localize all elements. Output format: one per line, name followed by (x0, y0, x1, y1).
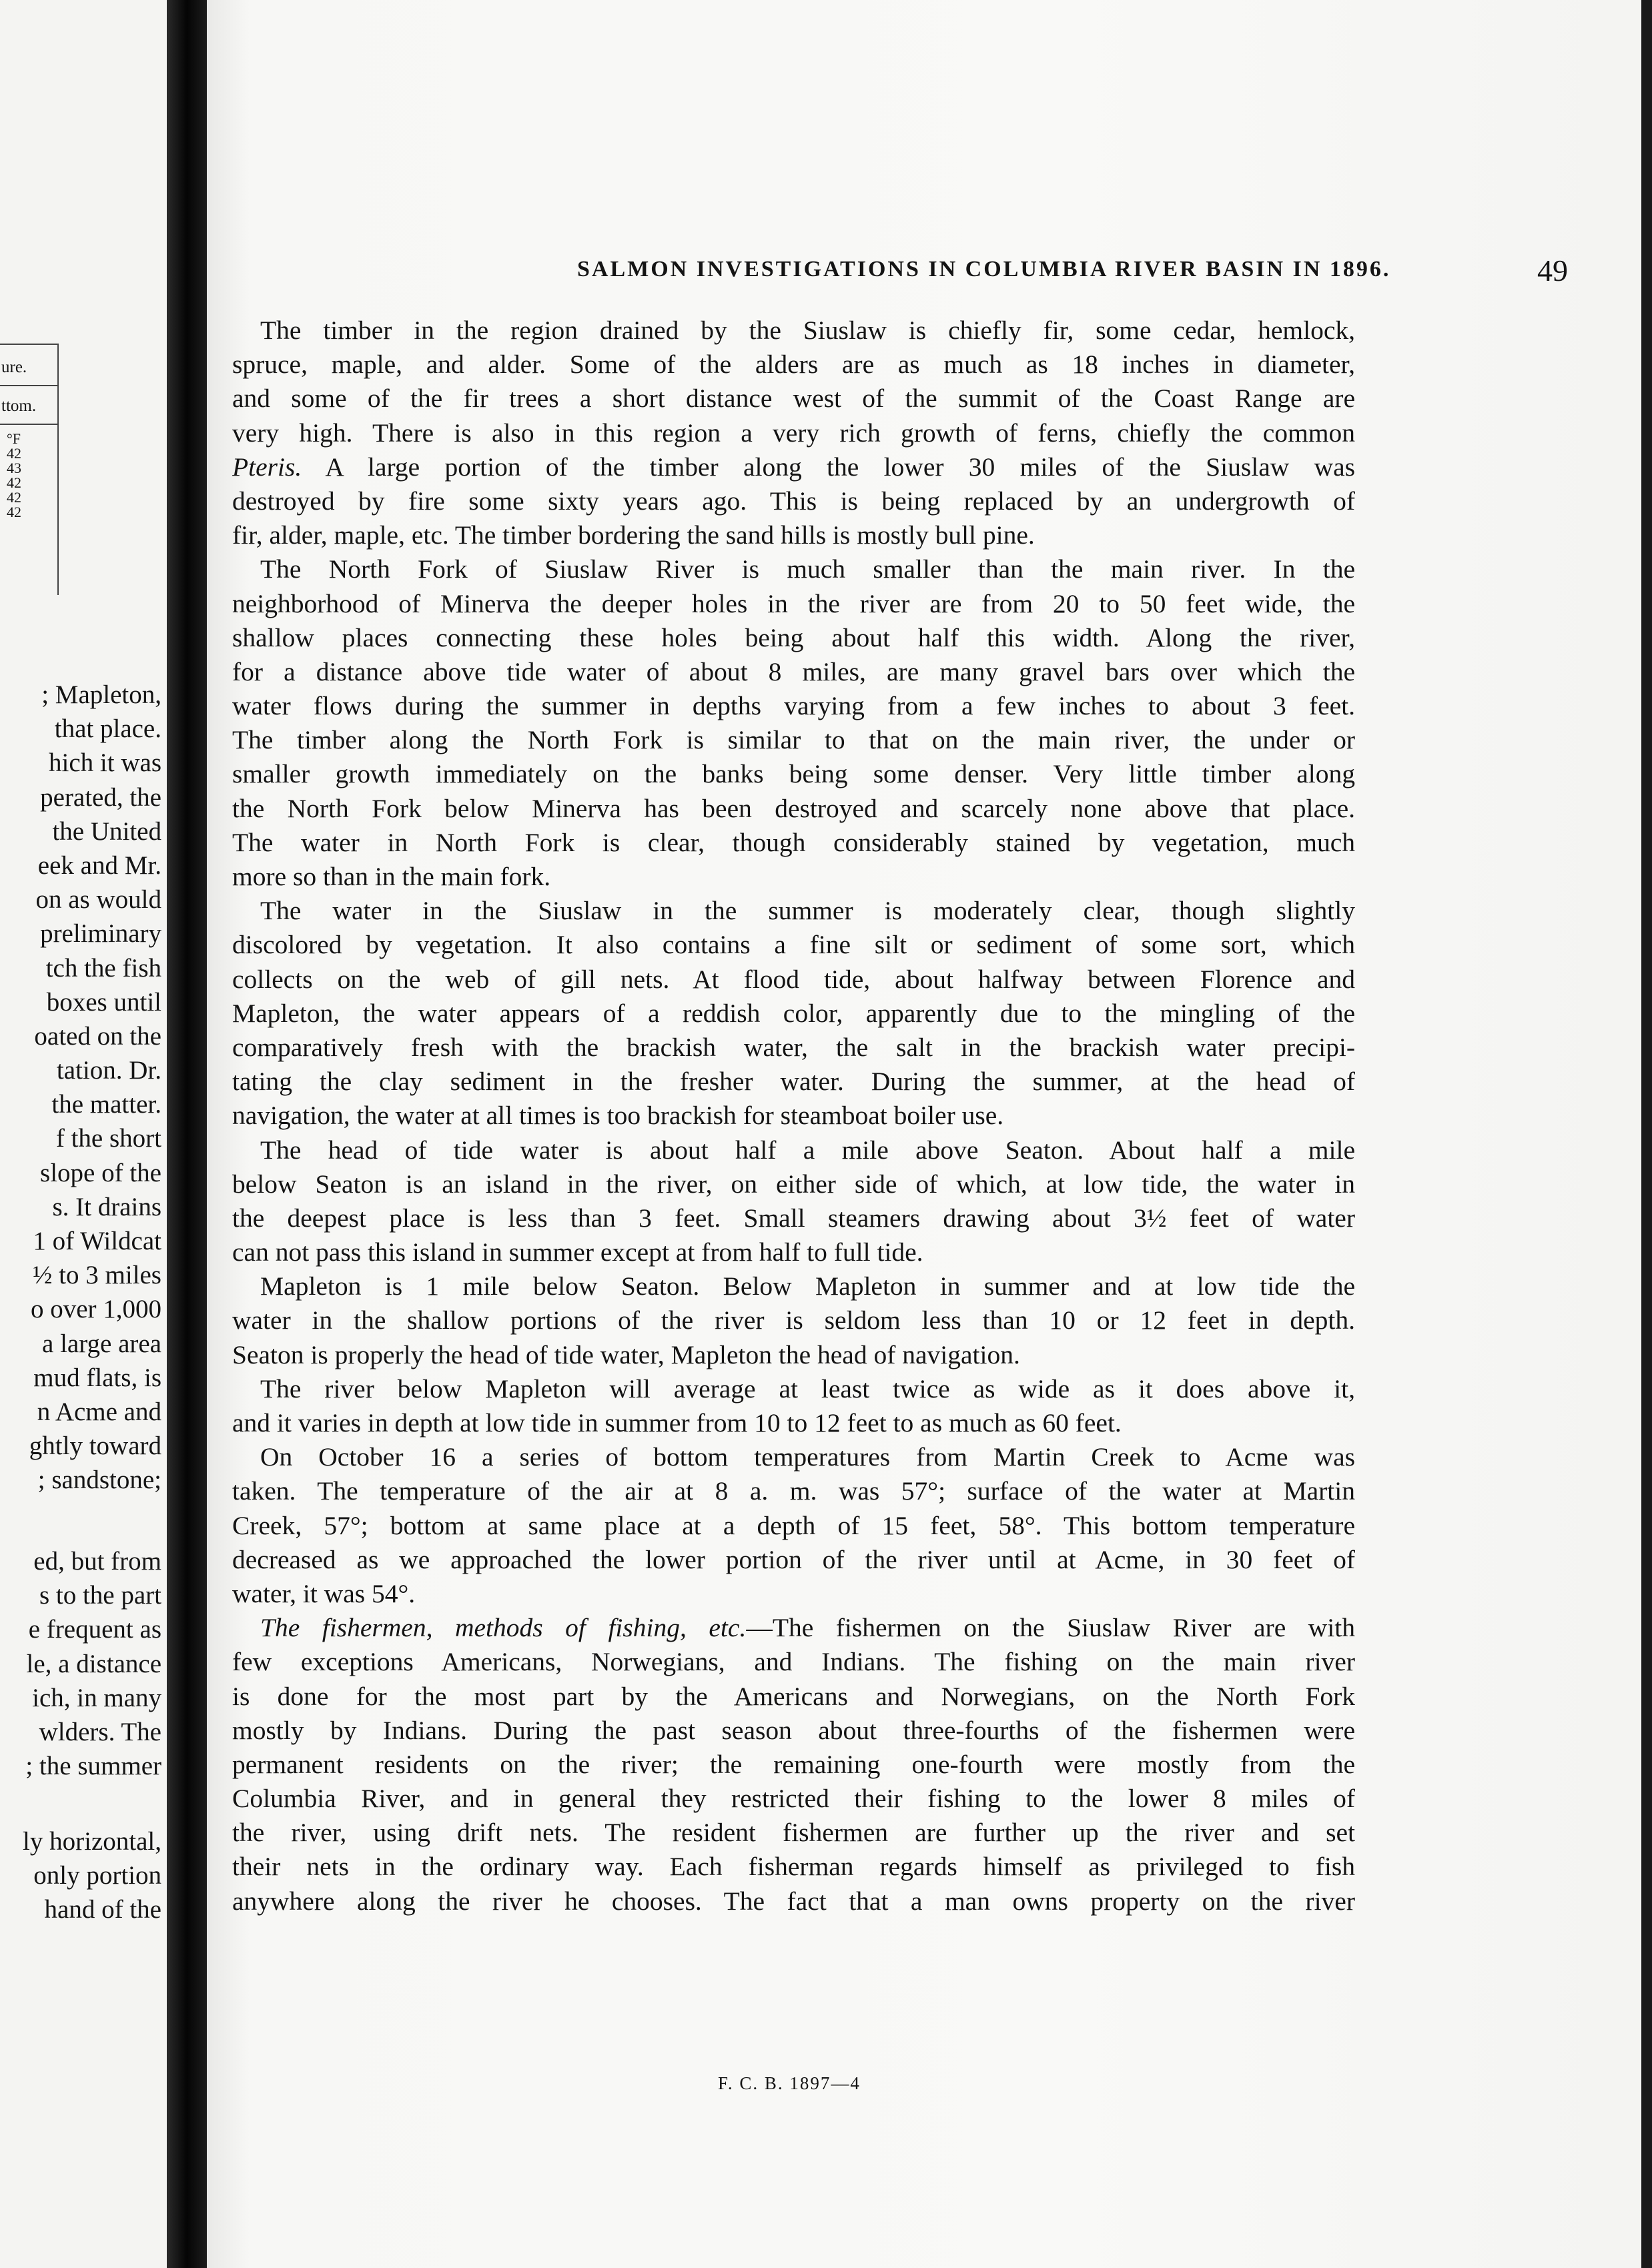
table-cell: °F (7, 430, 21, 447)
text-line: very high. There is also in this region a very rich growth of ferns, chiefly the common (232, 418, 1355, 448)
text-line: The water in the Siuslaw in the summer is moderately clear, though slightly (260, 896, 1355, 926)
facing-page-line: s. It drains (52, 1192, 161, 1221)
facing-page-line: wlders. The (39, 1717, 161, 1746)
text-line: and some of the fir trees a short distance west of the summit of the Coast Range are (232, 384, 1355, 414)
facing-page-text-block (1, 1544, 161, 1783)
facing-page-line: ; the summer (25, 1752, 161, 1781)
page-number: 49 (1537, 253, 1568, 288)
text-line: can not pass this island in summer except at from half to full tide. (232, 1237, 923, 1267)
text-line: the deepest place is less than 3 feet. Small steamers drawing about 3½ feet of water (232, 1203, 1355, 1233)
text-line: water in the shallow portions of the river is seldom less than 10 or 12 feet in depth. (232, 1305, 1355, 1335)
facing-page-line: slope of the (40, 1158, 161, 1187)
facing-page-line: on as would (35, 885, 161, 915)
facing-page-line: ed, but from (33, 1547, 161, 1576)
body-text (232, 314, 1355, 1918)
text-line: fir, alder, maple, etc. The timber bordering the sand hills is mostly bull pine. (232, 520, 1035, 550)
facing-page-line: ghtly toward (29, 1432, 161, 1461)
text-line: the North Fork below Minerva has been destroyed and scarcely none above that place. (232, 793, 1355, 823)
text-line: taken. The temperature of the air at 8 a. m. was 57°; surface of the water at Martin (232, 1476, 1355, 1506)
facing-page-line: ich, in many (32, 1683, 161, 1712)
facing-page-line: hand of the (44, 1895, 161, 1924)
facing-page-line: perated, the (40, 782, 161, 812)
table-header: ttom. (1, 397, 37, 415)
text-line: The water in North Fork is clear, though considerably stained by vegetation, much (232, 827, 1355, 857)
facing-page-line: the matter. (51, 1090, 161, 1119)
running-head (367, 253, 1568, 304)
table-rule (0, 424, 57, 425)
text-line: The head of tide water is about half a mile above Seaton. About half a mile (260, 1135, 1355, 1165)
facing-page-line: ly horizontal, (23, 1827, 161, 1856)
running-title: SALMON INVESTIGATIONS IN COLUMBIA RIVER BASIN IN 1896. (577, 257, 1391, 281)
facing-page-line: mud flats, is (33, 1363, 161, 1392)
text-line: Columbia River, and in general they restricted their fishing to the lower 8 miles of (232, 1784, 1355, 1814)
text-line: navigation, the water at all times is too brackish for steamboat boiler use. (232, 1101, 1004, 1131)
facing-page (0, 0, 167, 2268)
text-line: and it varies in depth at low tide in summer from 10 to 12 feet to as much as 60 feet. (232, 1408, 1122, 1438)
text-line: smaller growth immediately on the banks being some denser. Very little timber along (232, 759, 1355, 789)
facing-page-line: ½ to 3 miles (33, 1261, 161, 1290)
facing-page-line: ; Mapleton, (41, 680, 161, 709)
text-line: anywhere along the river he chooses. The fact that a man owns property on the river (232, 1886, 1355, 1916)
text-line: destroyed by fire some sixty years ago. This is being replaced by an undergrowth of (232, 486, 1355, 516)
signature-mark: F. C. B. 1897—4 (718, 2073, 861, 2093)
text-line: The timber in the region drained by the Siuslaw is chiefly fir, some cedar, hemlock, (260, 316, 1355, 345)
text-line: The river below Mapleton will average at least twice as wide as it does above it, (260, 1373, 1355, 1403)
table-cell: 42 (7, 489, 21, 506)
text-line: The North Fork of Siuslaw River is much smaller than the main river. In the (260, 554, 1355, 584)
table-cell: 43 (7, 460, 21, 476)
facing-page-line: tch the fish (45, 953, 161, 983)
facing-page-table (0, 344, 59, 595)
text-line: Creek, 57°; bottom at same place at a depth of 15 feet, 58°. This bottom temperature (232, 1510, 1355, 1540)
facing-page-line: hich it was (49, 748, 161, 778)
text-line: collects on the web of gill nets. At flood tide, about halfway between Florence and (232, 964, 1355, 994)
text-line: The fishermen, methods of fishing, etc.—The fishermen on the Siuslaw River are with (260, 1613, 1355, 1643)
facing-page-line: f the short (55, 1124, 161, 1153)
text-line: comparatively fresh with the brackish water, the salt in the brackish water precipi- (232, 1032, 1355, 1062)
table-rule (0, 385, 57, 386)
facing-page-line: o over 1,000 (30, 1295, 161, 1324)
facing-page-line: n Acme and (37, 1397, 161, 1426)
text-line: Seaton is properly the head of tide water, Mapleton the head of navigation. (232, 1339, 1020, 1369)
text-line: more so than in the main fork. (232, 862, 551, 891)
text-line: tating the clay sediment in the fresher water. During the summer, at the head of (232, 1067, 1355, 1097)
table-cell: 42 (7, 474, 21, 491)
table-header: ure. (1, 358, 27, 376)
text-line: is done for the most part by the Americans and Norwegians, on the North Fork (232, 1681, 1355, 1711)
facing-page-line: le, a distance (26, 1649, 161, 1678)
text-line: their nets in the ordinary way. Each fisherman regards himself as privileged to fish (232, 1852, 1355, 1882)
text-line: decreased as we approached the lower portion of the river until at Acme, in 30 feet of (232, 1544, 1355, 1574)
facing-page-line: tation. Dr. (56, 1056, 161, 1085)
facing-page-line: s to the part (39, 1581, 161, 1610)
text-line: The timber along the North Fork is similar to that on the main river, the under or (232, 725, 1355, 755)
text-line: Pteris. A large portion of the timber along the lower 30 miles of the Siuslaw was (232, 452, 1355, 482)
facing-page-line: 1 of Wildcat (33, 1227, 161, 1255)
text-line: Mapleton, the water appears of a reddish color, apparently due to the mingling of the (232, 998, 1355, 1028)
facing-page-line: eek and Mr. (37, 851, 161, 880)
facing-page-line: boxes until (46, 987, 161, 1017)
facing-page-line: e frequent as (28, 1615, 161, 1644)
text-line: few exceptions Americans, Norwegians, and Indians. The fishing on the main river (232, 1647, 1355, 1677)
text-line: shallow places connecting these holes being about half this width. Along the river, (232, 622, 1355, 652)
facing-page-line: that place. (54, 714, 161, 744)
text-line: the river, using drift nets. The resident fishermen are further up the river and set (232, 1818, 1355, 1848)
facing-page-line: oated on the (34, 1021, 161, 1051)
text-line: On October 16 a series of bottom temperatures from Martin Creek to Acme was (260, 1442, 1355, 1472)
facing-page-line: a large area (42, 1329, 161, 1358)
text-line: Mapleton is 1 mile below Seaton. Below Mapleton in summer and at low tide the (260, 1271, 1355, 1301)
facing-page-text-block (1, 1824, 161, 1927)
text-line: water, it was 54°. (232, 1578, 416, 1608)
facing-page-line: preliminary (40, 919, 161, 949)
table-cell: 42 (7, 445, 21, 462)
text-line: discolored by vegetation. It also contains a fine silt or sediment of some sort, which (232, 930, 1355, 960)
facing-page-line: only portion (33, 1861, 161, 1890)
text-line: spruce, maple, and alder. Some of the alders are as much as 18 inches in diameter, (232, 350, 1355, 380)
table-cell: 42 (7, 504, 21, 520)
facing-page-line: ; sandstone; (37, 1466, 161, 1495)
text-line: water flows during the summer in depths varying from a few inches to about 3 feet. (232, 691, 1355, 721)
document-page (207, 0, 1641, 2268)
text-line: mostly by Indians. During the past season about three-fourths of the fishermen were (232, 1715, 1355, 1745)
text-line: for a distance above tide water of about 8 miles, are many gravel bars over which the (232, 656, 1355, 686)
facing-page-text-block (1, 678, 161, 1498)
facing-page-line: the United (52, 816, 161, 846)
text-line: neighborhood of Minerva the deeper holes in the river are from 20 to 50 feet wide, the (232, 588, 1355, 618)
text-line: permanent residents on the river; the remaining one-fourth were mostly from the (232, 1749, 1355, 1779)
text-line: below Seaton is an island in the river, on either side of which, at low tide, the water in (232, 1169, 1355, 1199)
book-gutter (167, 0, 207, 2268)
